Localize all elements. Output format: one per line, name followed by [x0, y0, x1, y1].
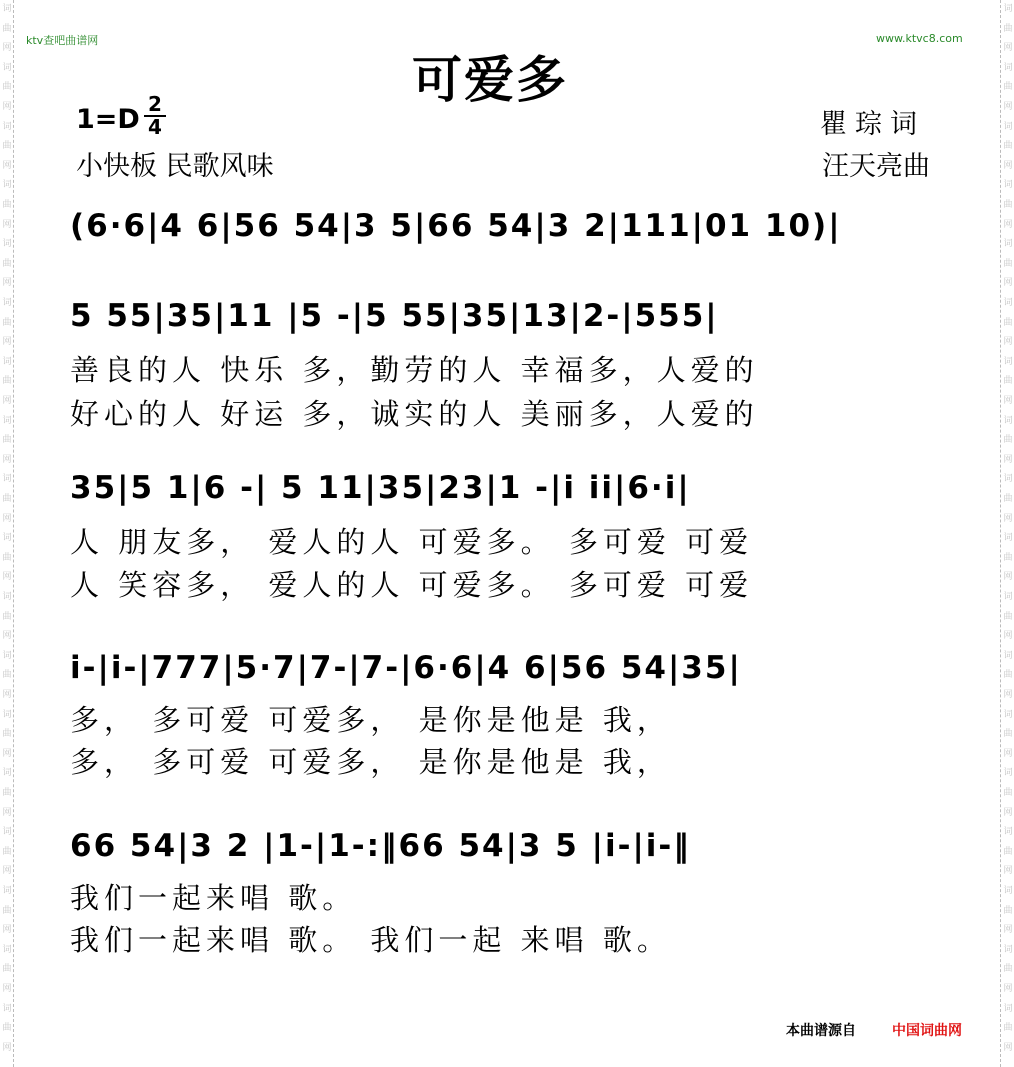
watermark-glyph: 词	[2, 298, 12, 308]
time-signature-denominator: 4	[148, 115, 162, 139]
composer-credit: 汪天亮曲	[822, 151, 930, 182]
watermark-glyph: 词	[2, 239, 12, 250]
watermark-glyph: 曲	[1003, 964, 1013, 975]
watermark-glyph: 曲	[1003, 552, 1013, 563]
watermark-glyph: 曲	[2, 964, 12, 975]
watermark-glyph: 网	[1003, 513, 1013, 524]
watermark-glyph: 网	[1003, 631, 1013, 642]
watermark-glyph: 词	[2, 62, 12, 73]
watermark-glyph: 网	[2, 396, 12, 406]
watermark-left: ktv查吧曲谱网	[26, 34, 99, 47]
watermark-glyph: 曲	[1003, 611, 1013, 622]
watermark-glyph: 网	[1003, 866, 1013, 877]
watermark-glyph: 曲	[2, 141, 12, 152]
watermark-glyph: 网	[2, 631, 12, 642]
song-title: 可爱多	[412, 51, 568, 109]
watermark-glyph: 词	[1003, 239, 1013, 250]
watermark-glyph: 曲	[2, 846, 12, 857]
watermark-glyph: 曲	[1003, 23, 1013, 34]
lyric-line-2b: 好心的人 好运 多，诚实的人 美丽多，人爱的	[70, 397, 759, 431]
watermark-glyph: 网	[2, 866, 12, 877]
watermark-glyph: 曲	[1003, 670, 1013, 681]
watermark-glyph: 网	[1003, 984, 1013, 994]
watermark-glyph: 曲	[2, 258, 12, 269]
watermark-glyph: 词	[2, 474, 12, 485]
watermark-glyph: 网	[1003, 278, 1013, 289]
watermark-glyph: 曲	[2, 611, 12, 622]
watermark-glyph: 曲	[1003, 258, 1013, 269]
watermark-right: www.ktvc8.com	[876, 32, 963, 45]
lyric-line-5a: 我们一起来唱 歌。	[70, 881, 357, 915]
watermark-glyph: 词	[2, 650, 12, 661]
watermark-glyph: 曲	[2, 82, 12, 93]
watermark-glyph: 曲	[1003, 494, 1013, 504]
watermark-glyph: 曲	[1003, 905, 1013, 916]
watermark-glyph: 曲	[2, 1023, 12, 1034]
watermark-glyph: 曲	[1003, 200, 1013, 210]
lyric-line-5b: 我们一起来唱 歌。 我们一起 来唱 歌。	[70, 923, 671, 957]
watermark-glyph: 曲	[2, 376, 12, 387]
watermark-glyph: 网	[2, 513, 12, 524]
notation-line-5: 66 54|3 2 |1-|1-:‖66 54|3 5 |i-|i-‖	[70, 828, 691, 864]
watermark-glyph: 词	[1003, 650, 1013, 661]
watermark-glyph: 网	[2, 43, 12, 54]
notation-line-4: i-|i-|777|5·7|7-|7-|6·6|4 6|56 54|35|	[70, 650, 742, 686]
watermark-glyph: 网	[2, 984, 12, 994]
watermark-glyph: 词	[1003, 474, 1013, 485]
watermark-glyph: 网	[2, 278, 12, 289]
watermark-glyph: 曲	[1003, 1023, 1013, 1034]
watermark-glyph: 曲	[1003, 317, 1013, 328]
watermark-glyph: 网	[2, 454, 12, 465]
watermark-glyph: 曲	[1003, 729, 1013, 740]
watermark-glyph: 词	[1003, 944, 1013, 955]
watermark-glyph: 网	[2, 219, 12, 230]
watermark-glyph: 网	[2, 748, 12, 759]
watermark-glyph: 曲	[2, 905, 12, 916]
watermark-glyph: 词	[2, 827, 12, 838]
watermark-glyph: 词	[1003, 180, 1013, 191]
watermark-glyph: 网	[2, 690, 12, 700]
left-watermark-strip	[0, 0, 14, 1067]
watermark-glyph: 网	[2, 925, 12, 936]
watermark-glyph: 词	[1003, 121, 1013, 132]
watermark-glyph: 词	[2, 1003, 12, 1014]
watermark-glyph: 曲	[2, 200, 12, 210]
watermark-glyph: 网	[1003, 102, 1013, 112]
watermark-glyph: 网	[2, 102, 12, 112]
notation-line-2: 5 55|35|11 |5 -|5 55|35|13|2-|555|	[70, 298, 719, 334]
source-label: 本曲谱源自	[786, 1023, 856, 1039]
watermark-glyph: 词	[1003, 62, 1013, 73]
watermark-glyph: 曲	[2, 729, 12, 740]
lyric-line-2a: 善良的人 快乐 多，勤劳的人 幸福多，人爱的	[70, 353, 759, 387]
tempo-style: 小快板 民歌风味	[76, 151, 274, 182]
lyric-line-4a: 多， 多可爱 可爱多， 是你是他是 我，	[70, 703, 671, 737]
watermark-glyph: 词	[2, 592, 12, 602]
watermark-glyph: 网	[2, 337, 12, 348]
watermark-glyph: 曲	[1003, 788, 1013, 798]
watermark-glyph: 词	[1003, 886, 1013, 896]
watermark-glyph: 词	[1003, 298, 1013, 308]
time-signature	[144, 94, 166, 138]
watermark-glyph: 网	[2, 807, 12, 818]
watermark-glyph: 网	[1003, 160, 1013, 171]
watermark-glyph: 曲	[2, 435, 12, 446]
watermark-glyph: 词	[2, 709, 12, 720]
watermark-glyph: 网	[1003, 43, 1013, 54]
watermark-glyph: 网	[1003, 925, 1013, 936]
watermark-glyph: 词	[2, 886, 12, 896]
watermark-glyph: 网	[1003, 454, 1013, 465]
lyric-line-3a: 人 朋友多， 爱人的人 可爱多。 多可爱 可爱	[70, 525, 754, 559]
notation-line-1: (6·6|4 6|56 54|3 5|66 54|3 2|111|01 10)|	[70, 208, 842, 244]
watermark-glyph: 曲	[1003, 846, 1013, 857]
watermark-glyph: 网	[1003, 690, 1013, 700]
watermark-glyph: 词	[2, 121, 12, 132]
watermark-glyph: 网	[2, 1042, 12, 1053]
watermark-glyph: 曲	[2, 788, 12, 798]
watermark-glyph: 词	[1003, 592, 1013, 602]
watermark-glyph: 曲	[1003, 376, 1013, 387]
watermark-glyph: 词	[2, 768, 12, 779]
watermark-glyph: 曲	[2, 494, 12, 504]
watermark-glyph: 词	[2, 415, 12, 426]
watermark-glyph: 词	[1003, 415, 1013, 426]
watermark-glyph: 曲	[1003, 435, 1013, 446]
watermark-glyph: 词	[1003, 827, 1013, 838]
watermark-glyph: 词	[2, 4, 12, 14]
watermark-glyph: 词	[1003, 533, 1013, 544]
watermark-glyph: 词	[1003, 356, 1013, 367]
watermark-glyph: 词	[1003, 768, 1013, 779]
watermark-glyph: 网	[1003, 337, 1013, 348]
time-signature-numerator: 2	[144, 94, 166, 117]
watermark-glyph: 曲	[2, 23, 12, 34]
lyric-line-3b: 人 笑容多， 爱人的人 可爱多。 多可爱 可爱	[70, 568, 754, 602]
watermark-glyph: 词	[1003, 4, 1013, 14]
lyric-line-4b: 多， 多可爱 可爱多， 是你是他是 我，	[70, 745, 671, 779]
watermark-glyph: 网	[1003, 1042, 1013, 1053]
notation-line-3: 35|5 1|6 -| 5 11|35|23|1 -|i ii|6·i|	[70, 470, 691, 506]
watermark-glyph: 曲	[2, 552, 12, 563]
watermark-glyph: 网	[1003, 748, 1013, 759]
watermark-glyph: 曲	[2, 670, 12, 681]
right-watermark-strip	[1000, 0, 1014, 1067]
watermark-glyph: 曲	[1003, 82, 1013, 93]
watermark-glyph: 网	[1003, 807, 1013, 818]
watermark-glyph: 网	[2, 572, 12, 583]
watermark-glyph: 词	[1003, 709, 1013, 720]
source-site-link[interactable]: 中国词曲网	[892, 1023, 962, 1039]
watermark-glyph: 曲	[1003, 141, 1013, 152]
watermark-glyph: 曲	[2, 317, 12, 328]
key-signature: 1=D	[76, 104, 140, 135]
watermark-glyph: 词	[2, 944, 12, 955]
watermark-glyph: 网	[1003, 219, 1013, 230]
watermark-glyph: 词	[2, 533, 12, 544]
watermark-glyph: 词	[2, 356, 12, 367]
watermark-glyph: 网	[1003, 396, 1013, 406]
watermark-glyph: 词	[2, 180, 12, 191]
watermark-glyph: 网	[1003, 572, 1013, 583]
watermark-glyph: 网	[2, 160, 12, 171]
watermark-glyph: 词	[1003, 1003, 1013, 1014]
lyricist-credit: 瞿琮词	[820, 109, 925, 140]
